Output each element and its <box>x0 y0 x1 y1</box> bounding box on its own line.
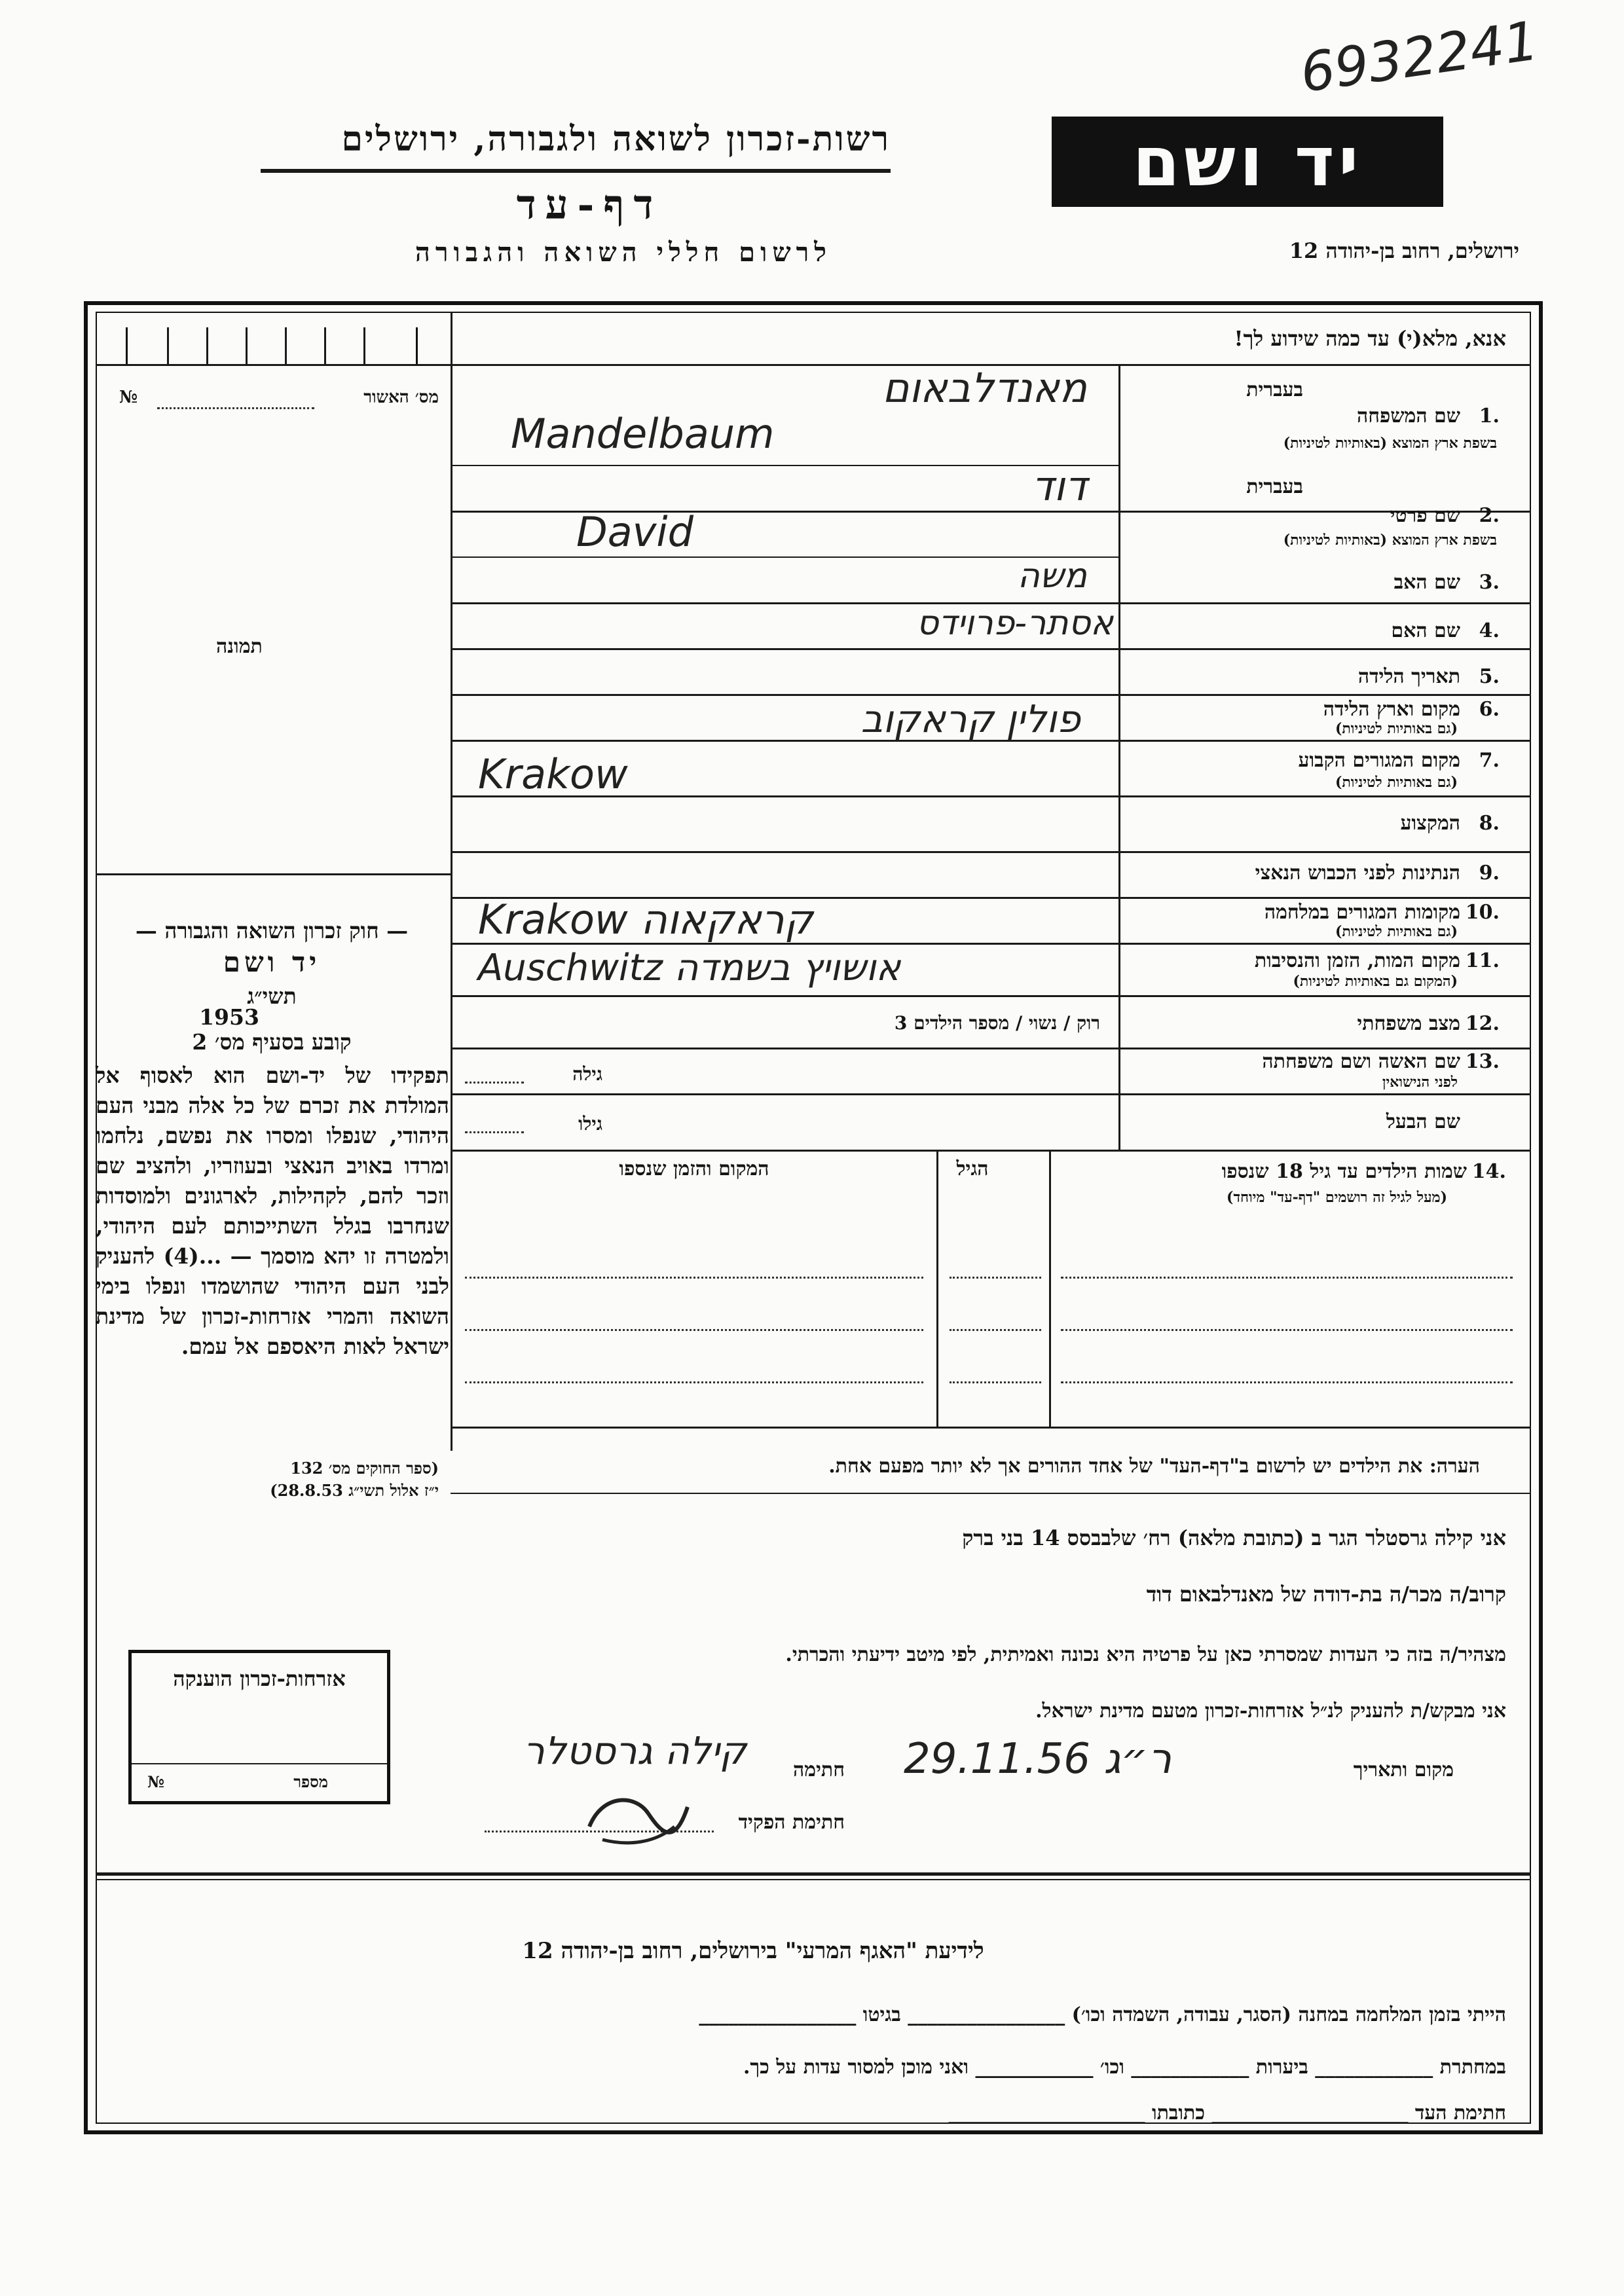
approval-label: מס׳ האשור <box>363 388 439 407</box>
children-sub: (מעל לגיל זה רושמים "דף-עד" מיוחד) <box>1227 1189 1447 1206</box>
field-7-label: מקום המגורים הקבוע <box>1298 749 1460 772</box>
first-name-hebrew[interactable]: דוד <box>1031 462 1087 510</box>
field-3-label: שם האב <box>1393 571 1460 594</box>
bottom-section-rule <box>96 1872 1531 1876</box>
field-8-num: 8. <box>1479 812 1500 835</box>
field-12-num: 12. <box>1465 1012 1500 1035</box>
children-note: הערה: את הילדים יש לרשום ב"דף-העד" של אחד ההורים אך לא יותר מפעם אחת. <box>828 1455 1480 1478</box>
law-year: 1953 <box>199 1004 259 1030</box>
header-rule <box>261 169 891 173</box>
address: ירושלים, רחוב בן-יהודה 12 <box>1289 238 1519 263</box>
bottom-title: לידיעת "האגף המרעי" בירושלים, רחוב בן-יהודה 12 <box>522 1938 984 1964</box>
children-col-place: המקום והזמן שנספו <box>619 1157 769 1180</box>
children-col-age: הגיל <box>956 1157 989 1180</box>
children-table-bottom <box>452 1427 1531 1429</box>
place-date-label: מקום ותאריך <box>1353 1758 1454 1781</box>
field-9-num: 9. <box>1479 862 1500 884</box>
field-6-num: 6. <box>1479 698 1500 721</box>
field-8-label: המקצוע <box>1400 812 1460 835</box>
field-11-label: מקום המות, הזמן והנסיבות <box>1254 949 1460 972</box>
field-1-label: שם המשפחה <box>1356 405 1460 428</box>
field-11-num: 11. <box>1465 949 1500 972</box>
field-4-label: שם האם <box>1391 619 1460 642</box>
photo-label: תמונה <box>216 635 263 658</box>
child-row-age[interactable] <box>950 1329 1041 1331</box>
family-name-latin[interactable]: Mandelbaum <box>511 410 775 458</box>
field-1-sub: בשפת ארץ המוצא (באותיות לטיניות) <box>1283 435 1497 452</box>
field-5-num: 5. <box>1479 665 1500 688</box>
field-2-label: שם פרטי <box>1390 504 1460 527</box>
field-3-num: 3. <box>1479 571 1500 594</box>
field-6-label: מקום וארץ הלידה <box>1323 698 1460 721</box>
label-column-border <box>1118 366 1120 1150</box>
reference-number: 6932241 <box>1297 10 1543 105</box>
father-name-value[interactable]: משה <box>1017 556 1087 596</box>
marital-status-value[interactable]: רוק / נשוי / מספר הילדים 3 <box>894 1012 1100 1034</box>
birth-place-value[interactable]: פולין קראקוב <box>860 697 1080 741</box>
witness-underground-line[interactable]: במחתרת ____________ ביערות ____________ וכו׳ ____________ ואני מוכן למסור עדות על כך. <box>743 2056 1506 2079</box>
page-title: דף-עד <box>516 181 663 228</box>
signature-value[interactable]: קילה גרסטלר <box>523 1728 747 1773</box>
law-quote: תפקידו של יד-ושם הוא לאסוף אל המולדת את זכרם של כל אלה מבני העם היהודי, שנפלו ומסרו את נפשם, נלחמו ומרדו באויב הנאצי ובעוזריו, ולהציב שם וזכר להם, לקהילות, לארגונים ולמוסדות שנחרבו בגלל השתייכותם לעם היהודי, ולמטרה זו יהא מוסמך — ...(4) להעניק לבני העם היהודי שהושמדו ונפלו בימי השואה והמרי אזרחות-זכרון של מדינת ישראל לאות היאספם אל עמם. <box>96 1063 449 1359</box>
field-11-sub: (המקום גם באותיות לטיניות) <box>1293 973 1458 990</box>
approval-line <box>157 407 314 409</box>
photo-box-bottom <box>96 873 451 875</box>
bottom-section-rule-2 <box>96 1879 1531 1880</box>
clerk-signature-mark <box>576 1781 694 1853</box>
law-ref: (ספר החוקים מס׳ 132 <box>290 1459 439 1478</box>
witness-signature-line[interactable]: חתימת העד ____________________ כתובתו ____________________ <box>948 2102 1506 2124</box>
husband-name-line <box>465 1131 524 1133</box>
declarant-line-1[interactable]: אני קילה גרסטלר הגר ב (כתובת מלאה) רח׳ שלבבסס 14 בני ברק <box>962 1525 1506 1550</box>
field-13-sub: לפני הנישואין <box>1382 1074 1458 1091</box>
law-year-heb: תשי״ג <box>247 983 297 1009</box>
field-2-in-hebrew: בעברית <box>1246 475 1303 498</box>
field-10-label: מקומות המגורים במלחמה <box>1264 901 1460 924</box>
child-row-name[interactable] <box>1061 1381 1513 1383</box>
wartime-residence-value[interactable]: Krakow קראקאוה <box>478 896 813 943</box>
field-4-num: 4. <box>1479 619 1500 642</box>
field-13-label: שם האשה ושם משפחתה <box>1262 1050 1460 1073</box>
approval-boxes <box>126 327 418 366</box>
wife-name-value[interactable]: גילה <box>572 1063 602 1085</box>
field-10-sub: (גם באותיות לטיניות) <box>1335 923 1458 940</box>
child-row[interactable] <box>465 1329 923 1331</box>
field-7-sub: (גם באותיות לטיניות) <box>1335 774 1458 791</box>
law-name: יד ושם <box>223 946 321 978</box>
citizenship-box <box>128 1650 390 1804</box>
signature-label: חתימה <box>793 1758 845 1781</box>
field-5-label: תאריך הלידה <box>1357 665 1460 688</box>
death-place-value[interactable]: Auschwitz אושויץ בשמדה <box>478 947 901 989</box>
approval-no: № <box>119 388 138 407</box>
field-12-label: מצב משפחתי <box>1357 1012 1460 1035</box>
field-1-in-hebrew: בעברית <box>1246 378 1303 401</box>
law-section: קובע בסעיף מס׳ 2 <box>192 1029 352 1055</box>
declarant-request: אני מבקש/ת להעניק לנ״ל אזרחות-זכרון מטעם מדינת ישראל. <box>1035 1700 1506 1722</box>
child-row[interactable] <box>465 1277 923 1279</box>
yad-vashem-logo: יד ושם <box>1052 117 1443 207</box>
declarant-statement: מצהיר/ה בזה כי העדות שמסרתי כאן על פרטיה היא נכונה ואמיתית, לפי מיטב ידיעתי והכרתי. <box>785 1643 1506 1666</box>
husband-label: שם הבעל <box>1386 1110 1460 1133</box>
citizenship-no: № <box>147 1772 165 1791</box>
place-date-value[interactable]: ר״ג 29.11.56 <box>904 1735 1172 1783</box>
field-2-sub: בשפת ארץ המוצא (באותיות לטיניות) <box>1283 532 1497 549</box>
child-row-name[interactable] <box>1061 1329 1513 1331</box>
husband-name-value[interactable]: גילו <box>578 1113 602 1135</box>
field-1-num: 1. <box>1479 405 1500 428</box>
wife-name-line <box>465 1082 524 1084</box>
field-2-num: 2. <box>1479 504 1500 527</box>
child-row-age[interactable] <box>950 1381 1041 1383</box>
children-label: שמות הילדים עד גיל 18 שנספו <box>1221 1160 1467 1183</box>
declarant-line-2[interactable]: קרוב/ה מכר/ה בת-דודה של מאנדלבאום דוד <box>1146 1582 1506 1607</box>
family-name-hebrew[interactable]: מאנדלבאום <box>882 364 1087 412</box>
instruction-text: אנא, מלא(י) עד כמה שידוע לך! <box>1234 326 1506 351</box>
field-13-num: 13. <box>1465 1050 1500 1073</box>
authority-name: רשות-זכרון לשואה ולגבורה, ירושלים <box>341 119 891 159</box>
field-9-label: הנתינות לפני הכבוש הנאצי <box>1255 862 1460 884</box>
children-col-border-2 <box>1049 1152 1051 1427</box>
field-7-num: 7. <box>1479 749 1500 772</box>
law-title: — חוק זכרון השואה והגבורה — <box>135 918 409 943</box>
children-col-border-1 <box>936 1152 938 1427</box>
law-ref-date: י״ז אלול תשי״ג 28.8.53) <box>270 1481 439 1500</box>
mother-name-value[interactable]: אסתר-פרוידס <box>916 604 1113 643</box>
child-row[interactable] <box>465 1381 923 1383</box>
child-row-name[interactable] <box>1061 1277 1513 1279</box>
field-6-sub: (גם באותיות לטיניות) <box>1335 720 1458 737</box>
left-column-border <box>451 312 452 1451</box>
children-num: 14. <box>1471 1160 1506 1183</box>
field-10-num: 10. <box>1465 901 1500 924</box>
residence-value[interactable]: Krakow <box>478 750 628 798</box>
child-row-age[interactable] <box>950 1277 1041 1279</box>
citizenship-box-title: אזרחות-זכרון הוענקה <box>173 1666 346 1691</box>
citizenship-box-rule <box>132 1763 387 1764</box>
page-subtitle: לרשום חללי השואה והגבורה <box>415 237 832 268</box>
first-name-latin[interactable]: David <box>576 508 694 556</box>
note-rule <box>451 1493 1531 1494</box>
citizenship-number-label: מספר <box>293 1772 328 1791</box>
witness-camp-line[interactable]: הייתי בזמן המלחמה במחנה (הסגר, עבודה, השמדה וכו׳) ________________ בגיטו ________________ <box>699 2003 1506 2026</box>
clerk-signature-label: חתימת הפקיד <box>738 1811 845 1834</box>
